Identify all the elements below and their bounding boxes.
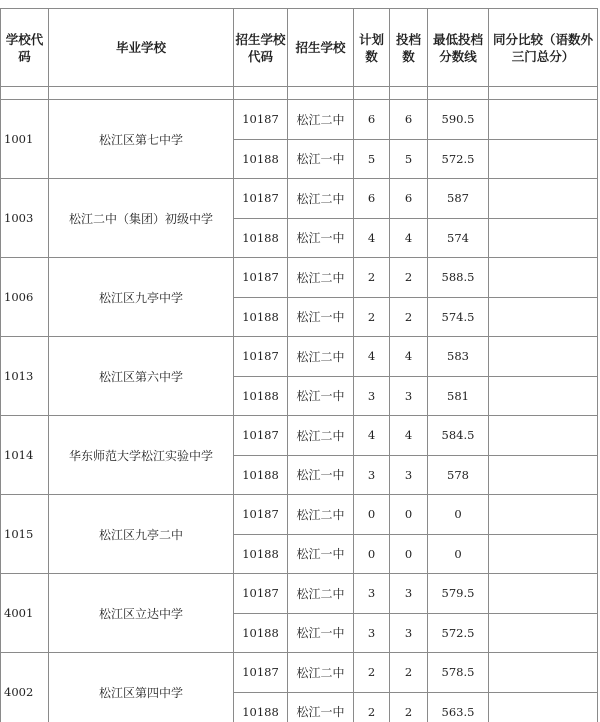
table-row bbox=[1, 416, 598, 456]
school-code-cell: 1014 bbox=[1, 416, 49, 495]
header-school-code: 学校代码 bbox=[1, 9, 49, 87]
recruit-code-cell: 10187 bbox=[234, 179, 288, 219]
recruit-school-cell: 松江一中 bbox=[288, 692, 354, 722]
plan-count-cell: 5 bbox=[354, 139, 390, 179]
grad-school-cell: 松江区第七中学 bbox=[49, 100, 234, 179]
tie-rule-cell bbox=[489, 653, 598, 693]
min-score-cell: 581 bbox=[428, 376, 489, 416]
school-code-cell: 4002 bbox=[1, 653, 49, 722]
tie-rule-cell bbox=[489, 218, 598, 258]
file-count-cell: 3 bbox=[390, 613, 428, 653]
plan-count-cell: 3 bbox=[354, 613, 390, 653]
spacer-cell bbox=[428, 87, 489, 100]
recruit-school-cell: 松江一中 bbox=[288, 376, 354, 416]
tie-rule-cell bbox=[489, 692, 598, 722]
plan-count-cell: 3 bbox=[354, 455, 390, 495]
spacer-cell bbox=[49, 87, 234, 100]
tie-rule-cell bbox=[489, 416, 598, 456]
tie-rule-cell bbox=[489, 376, 598, 416]
recruit-school-cell: 松江二中 bbox=[288, 179, 354, 219]
recruit-school-cell: 松江二中 bbox=[288, 495, 354, 535]
header-recruit-code: 招生学校代码 bbox=[234, 9, 288, 87]
header-file-count: 投档数 bbox=[390, 9, 428, 87]
admission-table bbox=[0, 8, 598, 722]
recruit-code-cell: 10187 bbox=[234, 495, 288, 535]
school-code-cell: 1006 bbox=[1, 258, 49, 337]
table-row bbox=[1, 258, 598, 298]
recruit-school-cell: 松江二中 bbox=[288, 100, 354, 140]
recruit-code-cell: 10187 bbox=[234, 258, 288, 298]
recruit-code-cell: 10188 bbox=[234, 218, 288, 258]
school-code-cell: 1001 bbox=[1, 100, 49, 179]
recruit-code-cell: 10187 bbox=[234, 574, 288, 614]
table-header bbox=[1, 9, 598, 87]
recruit-code-cell: 10188 bbox=[234, 139, 288, 179]
recruit-code-cell: 10187 bbox=[234, 337, 288, 377]
spacer-cell bbox=[390, 87, 428, 100]
min-score-cell: 590.5 bbox=[428, 100, 489, 140]
file-count-cell: 2 bbox=[390, 297, 428, 337]
recruit-code-cell: 10188 bbox=[234, 376, 288, 416]
grad-school-cell: 松江二中（集团）初级中学 bbox=[49, 179, 234, 258]
recruit-code-cell: 10188 bbox=[234, 692, 288, 722]
header-recruit-school: 招生学校 bbox=[288, 9, 354, 87]
plan-count-cell: 4 bbox=[354, 416, 390, 456]
min-score-cell: 0 bbox=[428, 534, 489, 574]
header-tie-rule: 同分比较（语数外三门总分） bbox=[489, 9, 598, 87]
recruit-school-cell: 松江二中 bbox=[288, 653, 354, 693]
recruit-school-cell: 松江一中 bbox=[288, 455, 354, 495]
min-score-cell: 574 bbox=[428, 218, 489, 258]
recruit-school-cell: 松江一中 bbox=[288, 613, 354, 653]
recruit-code-cell: 10188 bbox=[234, 534, 288, 574]
min-score-cell: 0 bbox=[428, 495, 489, 535]
plan-count-cell: 2 bbox=[354, 297, 390, 337]
file-count-cell: 4 bbox=[390, 218, 428, 258]
school-code-cell: 4001 bbox=[1, 574, 49, 653]
tie-rule-cell bbox=[489, 100, 598, 140]
grad-school-cell: 松江区九亭中学 bbox=[49, 258, 234, 337]
recruit-school-cell: 松江一中 bbox=[288, 297, 354, 337]
tie-rule-cell bbox=[489, 258, 598, 298]
file-count-cell: 4 bbox=[390, 337, 428, 377]
min-score-cell: 578 bbox=[428, 455, 489, 495]
school-code-cell: 1015 bbox=[1, 495, 49, 574]
school-code-cell: 1013 bbox=[1, 337, 49, 416]
grad-school-cell: 松江区第六中学 bbox=[49, 337, 234, 416]
file-count-cell: 0 bbox=[390, 534, 428, 574]
recruit-school-cell: 松江一中 bbox=[288, 534, 354, 574]
tie-rule-cell bbox=[489, 337, 598, 377]
min-score-cell: 578.5 bbox=[428, 653, 489, 693]
file-count-cell: 4 bbox=[390, 416, 428, 456]
spacer-row bbox=[1, 87, 598, 100]
spacer-cell bbox=[288, 87, 354, 100]
min-score-cell: 579.5 bbox=[428, 574, 489, 614]
min-score-cell: 572.5 bbox=[428, 139, 489, 179]
spacer-cell bbox=[354, 87, 390, 100]
tie-rule-cell bbox=[489, 297, 598, 337]
file-count-cell: 3 bbox=[390, 376, 428, 416]
header-plan-count: 计划数 bbox=[354, 9, 390, 87]
plan-count-cell: 0 bbox=[354, 534, 390, 574]
plan-count-cell: 3 bbox=[354, 376, 390, 416]
recruit-code-cell: 10188 bbox=[234, 613, 288, 653]
table-row bbox=[1, 337, 598, 377]
tie-rule-cell bbox=[489, 495, 598, 535]
table-row bbox=[1, 653, 598, 693]
min-score-cell: 572.5 bbox=[428, 613, 489, 653]
plan-count-cell: 2 bbox=[354, 692, 390, 722]
recruit-code-cell: 10188 bbox=[234, 455, 288, 495]
tie-rule-cell bbox=[489, 455, 598, 495]
recruit-school-cell: 松江二中 bbox=[288, 574, 354, 614]
recruit-school-cell: 松江二中 bbox=[288, 416, 354, 456]
file-count-cell: 5 bbox=[390, 139, 428, 179]
file-count-cell: 6 bbox=[390, 179, 428, 219]
plan-count-cell: 6 bbox=[354, 179, 390, 219]
table-row bbox=[1, 100, 598, 140]
grad-school-cell: 松江区立达中学 bbox=[49, 574, 234, 653]
plan-count-cell: 3 bbox=[354, 574, 390, 614]
min-score-cell: 563.5 bbox=[428, 692, 489, 722]
recruit-code-cell: 10187 bbox=[234, 416, 288, 456]
recruit-code-cell: 10188 bbox=[234, 297, 288, 337]
spacer-cell bbox=[1, 87, 49, 100]
tie-rule-cell bbox=[489, 574, 598, 614]
header-min-score: 最低投档 分数线 bbox=[428, 9, 489, 87]
file-count-cell: 3 bbox=[390, 455, 428, 495]
file-count-cell: 2 bbox=[390, 258, 428, 298]
min-score-cell: 584.5 bbox=[428, 416, 489, 456]
tie-rule-cell bbox=[489, 139, 598, 179]
table-body bbox=[1, 87, 598, 722]
plan-count-cell: 2 bbox=[354, 653, 390, 693]
spacer-cell bbox=[489, 87, 598, 100]
grad-school-cell: 松江区第四中学 bbox=[49, 653, 234, 722]
recruit-school-cell: 松江二中 bbox=[288, 258, 354, 298]
tie-rule-cell bbox=[489, 613, 598, 653]
grad-school-cell: 松江区九亭二中 bbox=[49, 495, 234, 574]
file-count-cell: 3 bbox=[390, 574, 428, 614]
min-score-cell: 587 bbox=[428, 179, 489, 219]
file-count-cell: 0 bbox=[390, 495, 428, 535]
plan-count-cell: 6 bbox=[354, 100, 390, 140]
plan-count-cell: 0 bbox=[354, 495, 390, 535]
recruit-school-cell: 松江一中 bbox=[288, 218, 354, 258]
table-row bbox=[1, 495, 598, 535]
tie-rule-cell bbox=[489, 534, 598, 574]
plan-count-cell: 2 bbox=[354, 258, 390, 298]
table-row bbox=[1, 179, 598, 219]
recruit-code-cell: 10187 bbox=[234, 100, 288, 140]
min-score-cell: 583 bbox=[428, 337, 489, 377]
spacer-cell bbox=[234, 87, 288, 100]
plan-count-cell: 4 bbox=[354, 218, 390, 258]
header-grad-school: 毕业学校 bbox=[49, 9, 234, 87]
min-score-cell: 588.5 bbox=[428, 258, 489, 298]
header-row bbox=[1, 9, 598, 87]
admission-table-container bbox=[0, 8, 600, 722]
plan-count-cell: 4 bbox=[354, 337, 390, 377]
recruit-school-cell: 松江一中 bbox=[288, 139, 354, 179]
school-code-cell: 1003 bbox=[1, 179, 49, 258]
table-row bbox=[1, 574, 598, 614]
file-count-cell: 2 bbox=[390, 692, 428, 722]
recruit-school-cell: 松江二中 bbox=[288, 337, 354, 377]
grad-school-cell: 华东师范大学松江实验中学 bbox=[49, 416, 234, 495]
file-count-cell: 6 bbox=[390, 100, 428, 140]
tie-rule-cell bbox=[489, 179, 598, 219]
file-count-cell: 2 bbox=[390, 653, 428, 693]
min-score-cell: 574.5 bbox=[428, 297, 489, 337]
recruit-code-cell: 10187 bbox=[234, 653, 288, 693]
